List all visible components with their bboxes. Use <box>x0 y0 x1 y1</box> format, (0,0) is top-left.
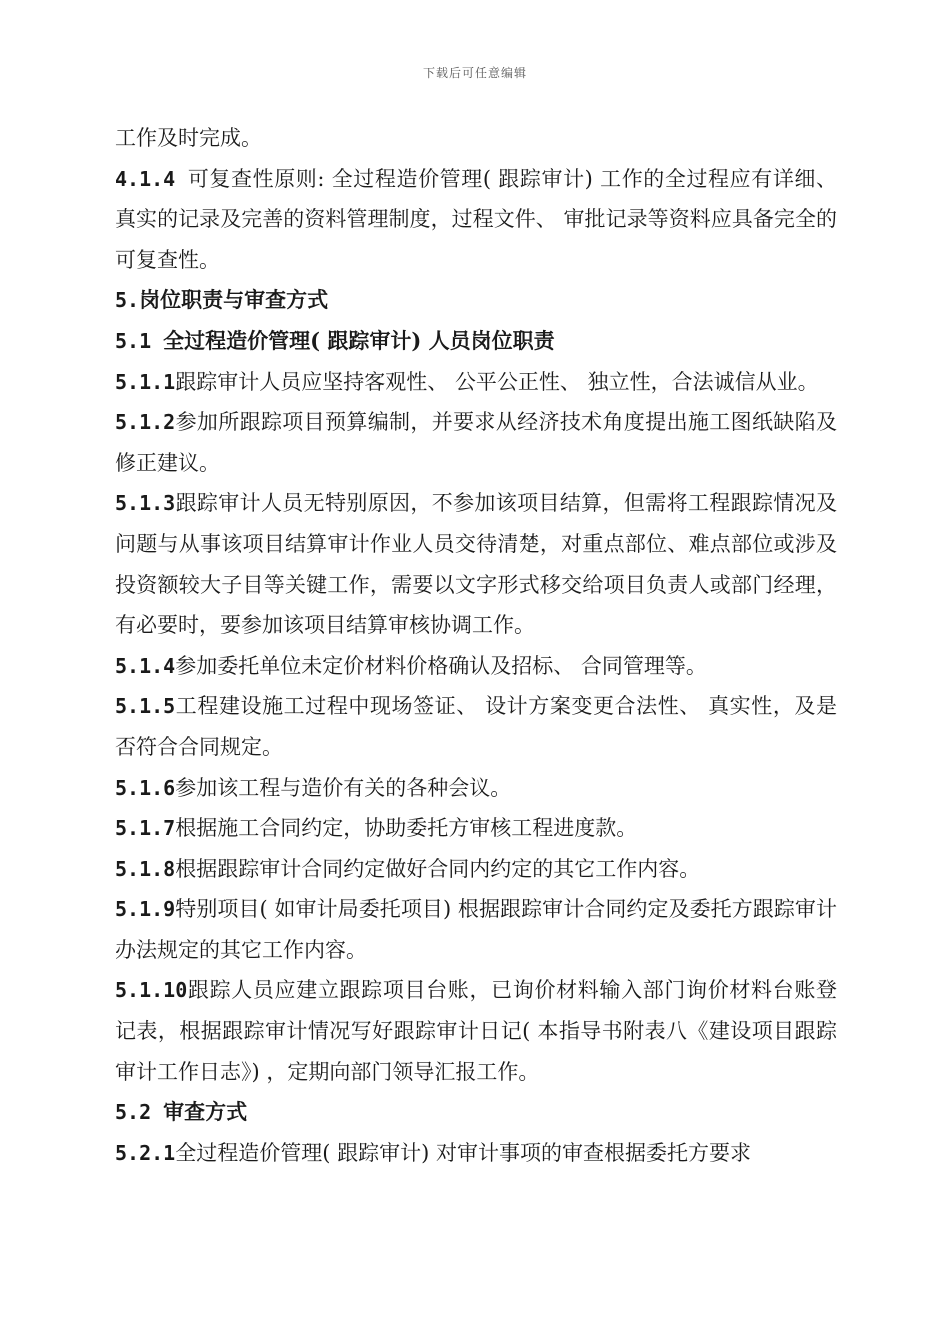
paragraph-5-1-5 <box>115 686 837 767</box>
section-title: 审查方式 <box>163 1099 248 1125</box>
paragraph-text: 特别项目( 如审计局委托项目) 根据跟踪审计合同约定及委托方跟踪审计办法规定的其它工作内容。 <box>115 897 837 962</box>
clause-number: 5.1.7 <box>115 816 176 841</box>
paragraph-5-1-6 <box>115 768 837 809</box>
page-header-note: 下载后可任意编辑 <box>422 66 527 80</box>
paragraph-continuation <box>115 118 837 159</box>
clause-number: 5.1.6 <box>115 775 176 800</box>
paragraph-text: 参加所跟踪项目预算编制，并要求从经济技术角度提出施工图纸缺陷及修正建议。 <box>115 410 837 475</box>
clause-number: 5.1.5 <box>115 694 176 719</box>
paragraph-text: 可复查性原则: 全过程造价管理( 跟踪审计) 工作的全过程应有详细、 真实的记录及完善的资料管理制度，过程文件、 审批记录等资料应具备完全的可复查性。 <box>115 166 838 272</box>
document-body <box>115 118 837 1173</box>
paragraph-5-1-10 <box>115 970 837 1092</box>
clause-number: 5.1.1 <box>115 369 176 394</box>
clause-number: 5.1.2 <box>115 410 176 435</box>
section-heading-5-2 <box>115 1092 837 1133</box>
clause-number: 5.1.4 <box>115 653 176 678</box>
section-title: 岗位职责与审查方式 <box>139 287 329 313</box>
paragraph-5-1-2 <box>115 402 837 483</box>
section-title: 全过程造价管理( 跟踪审计) 人员岗位职责 <box>163 327 555 353</box>
clause-number: 5.1.10 <box>115 978 188 1003</box>
section-heading-5 <box>115 280 837 321</box>
clause-number: 4.1.4 <box>115 166 188 191</box>
paragraph-text: 跟踪审计人员无特别原因，不参加该项目结算，但需将工程跟踪情况及问题与从事该项目结算审计作业人员交待清楚，对重点部位、难点部位或涉及投资额较大子目等关键工作，需要以文字形式移交给项目负责人或部门经理，有必要时，要参加该项目结算审核协调工作。 <box>115 491 837 638</box>
paragraph-4-1-4 <box>115 159 837 281</box>
paragraph-text: 参加委托单位未定价材料价格确认及招标、 合同管理等。 <box>175 653 707 678</box>
paragraph-text: 跟踪人员应建立跟踪项目台账，已询价材料输入部门询价材料台账登记表，根据跟踪审计情况写好跟踪审计日记( 本指导书附表八《建设项目跟踪审计工作日志》) ，定期向部门领导汇报工作。 <box>115 978 837 1084</box>
section-number: 5.1 <box>115 328 164 353</box>
clause-number: 5.2.1 <box>115 1140 176 1165</box>
paragraph-5-1-3 <box>115 483 837 645</box>
clause-number: 5.1.9 <box>115 897 176 922</box>
paragraph-text: 参加该工程与造价有关的各种会议。 <box>175 775 512 800</box>
section-heading-5-1 <box>115 321 837 362</box>
paragraph-5-2-1 <box>115 1133 837 1174</box>
section-number: 5. <box>115 288 140 313</box>
paragraph-text: 工程建设施工过程中现场签证、 设计方案变更合法性、 真实性，及是否符合合同规定。 <box>115 694 837 759</box>
paragraph-text: 工作及时完成。 <box>115 126 262 150</box>
section-number: 5.2 <box>115 1100 164 1125</box>
paragraph-5-1-1 <box>115 362 837 403</box>
paragraph-5-1-7 <box>115 808 837 849</box>
paragraph-5-1-9 <box>115 889 837 970</box>
paragraph-5-1-8 <box>115 849 837 890</box>
clause-number: 5.1.8 <box>115 856 176 881</box>
paragraph-5-1-4 <box>115 646 837 687</box>
clause-number: 5.1.3 <box>115 491 176 516</box>
paragraph-text: 全过程造价管理( 跟踪审计) 对审计事项的审查根据委托方要求 <box>175 1140 751 1165</box>
paragraph-text: 根据跟踪审计合同约定做好合同内约定的其它工作内容。 <box>175 856 701 881</box>
paragraph-text: 跟踪审计人员应坚持客观性、 公平公正性、 独立性，合法诚信从业。 <box>175 369 819 394</box>
paragraph-text: 根据施工合同约定，协助委托方审核工程进度款。 <box>175 816 638 841</box>
